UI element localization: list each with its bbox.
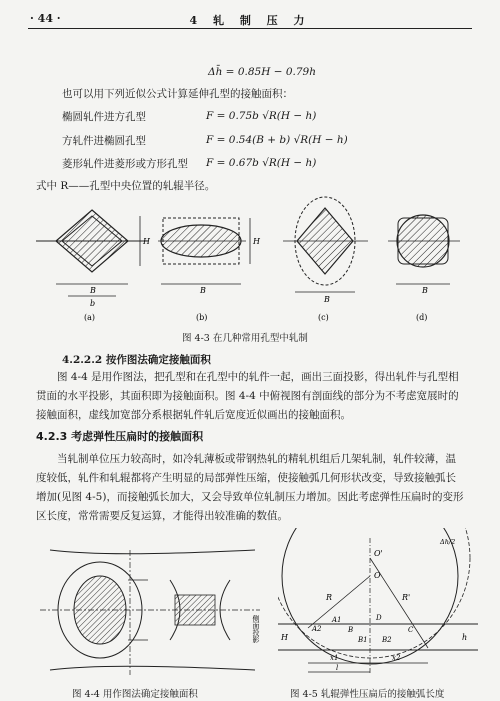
chapter-title: 4 轧 制 压 力: [189, 14, 311, 27]
fig44-side-label: 侧面投影: [252, 615, 260, 643]
fig43-a-B: B: [90, 286, 96, 295]
figure-4-4: [30, 540, 270, 680]
intro-text: 也可以用下列近似公式计算延伸孔型的接触面积：: [62, 88, 293, 100]
header-rule: [28, 28, 472, 29]
fig45-label-x1: x1: [330, 654, 339, 662]
fig43-sub-c: (c): [318, 313, 329, 322]
formula-expr-1: F = 0.75b √R(H − h): [206, 110, 317, 122]
fig43-b-H: H: [253, 237, 260, 246]
fig45-caption: 图 4-5 轧辊弹性压扁后的接触弧长度: [290, 689, 445, 700]
fig43-a-H: H: [143, 237, 150, 246]
fig45-label-H: H: [281, 633, 288, 642]
fig45-label-O: O: [374, 571, 381, 580]
fig45-label-dh: Δh/2: [440, 538, 456, 546]
fig45-label-D: D: [376, 614, 382, 622]
fig43-c-B: B: [324, 295, 330, 304]
figure-4-5: [278, 528, 478, 680]
page-number: · 44 ·: [30, 12, 61, 25]
page-header: [30, 8, 470, 30]
fig45-label-B: B: [348, 626, 354, 634]
formula-expr-3: F = 0.67b √R(H − h): [206, 157, 317, 169]
fig45-label-B2: B2: [382, 636, 392, 644]
formula-label-1: 椭圆轧件进方孔型: [62, 111, 146, 123]
fig45-label-A1: A1: [332, 616, 342, 624]
fig45-label-C: C: [408, 626, 414, 634]
fig43-d-B: B: [422, 286, 428, 295]
fig43-a-b: b: [90, 299, 96, 308]
fig45-label-h: h: [462, 633, 468, 642]
sec1-title: 4.2.2.2 按作图法确定接触面积: [62, 354, 211, 366]
fig43-sub-d: (d): [416, 313, 428, 322]
fig44-caption: 图 4-4 用作图法确定接触面积: [72, 689, 198, 700]
fig45-label-R: R: [326, 593, 333, 602]
fig43-d: [388, 215, 460, 284]
fig43-sub-b: (b): [196, 313, 208, 322]
sec2-body: 当轧制单位压力较高时，如冷轧薄板或带钢热轧的精轧机组后几架轧制，轧件较薄，温度较低，轧件和轧辊都将产生明显的局部弹性压缩，使接触弧几何形状改变，导致接触弧长增加(见图 4-5)，而接触弧长加大，又会导致单位轧制压力增加。因此考虑弹性压扁时的变形区长度，常常需要反复运算，才能得出较准确的数值。: [36, 453, 464, 522]
fig43-sub-a: (a): [84, 313, 96, 322]
formula-label-2: 方轧件进椭圆孔型: [62, 135, 146, 147]
fig45-label-A2: A2: [312, 625, 322, 633]
formula-label-3: 菱形轧件进菱形或方形孔型: [62, 158, 188, 170]
fig43-b-B: B: [200, 286, 206, 295]
fig45-label-l: l: [336, 664, 339, 672]
where-line: 式中 R——孔型中央位置的轧辊半径。: [36, 180, 216, 192]
fig43-caption: 图 4-3 在几种常用孔型中轧制: [182, 333, 308, 344]
figure-4-3: [28, 196, 478, 326]
fig45-label-O-prime: O': [374, 549, 383, 558]
fig43-b: [158, 218, 250, 284]
fig43-a: [36, 210, 148, 296]
fig45-label-R-prime: R': [402, 593, 411, 602]
formula-delta-h: Δh̄ = 0.85H − 0.79h: [208, 66, 316, 78]
fig45-label-x2: x2: [392, 654, 401, 662]
formula-expr-2: F = 0.54(B + b) √R(H − h): [206, 134, 348, 146]
fig45-label-B1: B1: [358, 636, 368, 644]
sec1-body: 图 4-4 是用作图法，把孔型和在孔型中的轧件一起，画出三面投影，得出轧件与孔型相贯面的水平投影，其面积即为接触面积。图 4-4 中俯视图有剖面线的部分为不考虑宽展时的接触面积，虚线加宽部分系根据轧件轧后宽度近似画出的接触面积。: [36, 371, 459, 421]
fig43-c: [283, 197, 368, 292]
sec2-title: 4.2.3 考虑弹性压扁时的接触面积: [36, 430, 204, 443]
